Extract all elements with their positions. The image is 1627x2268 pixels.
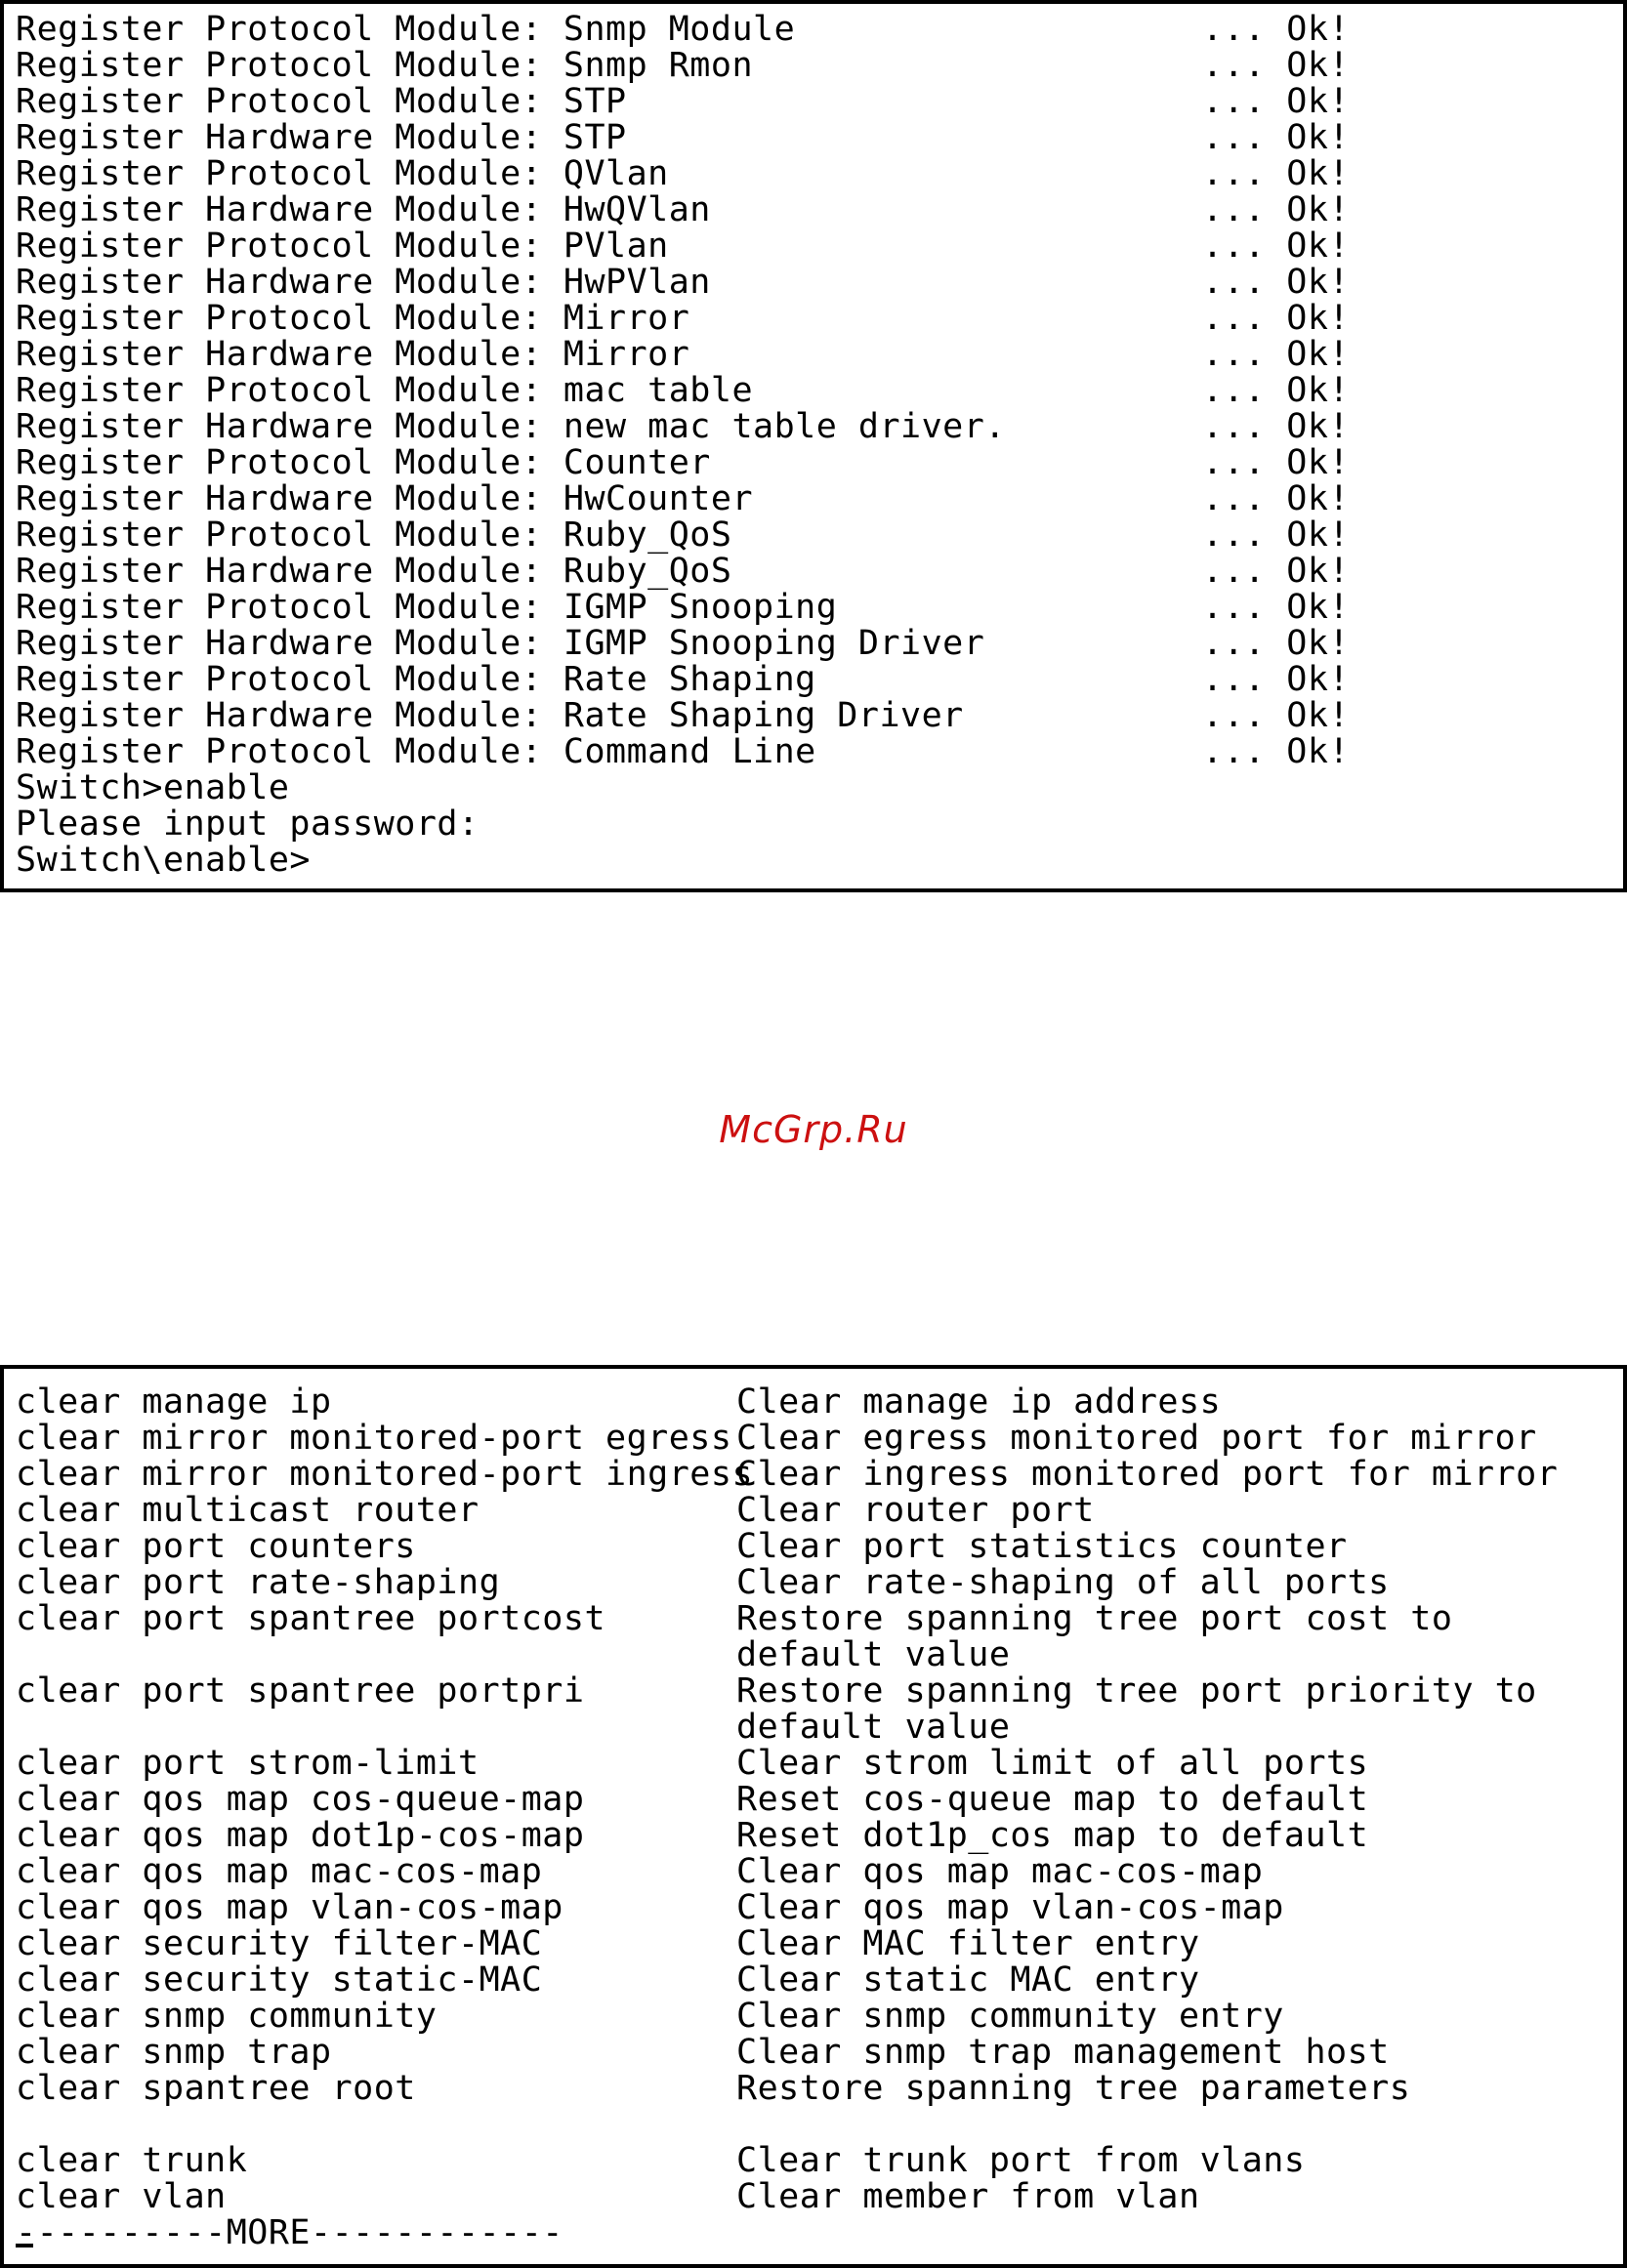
command-help-row [16, 1926, 1623, 1962]
module-registration-text: Register Hardware Module: HwCounter [16, 479, 754, 518]
command-help-row [16, 1637, 1623, 1673]
module-registration-text: Register Protocol Module: Ruby_QoS [16, 515, 732, 555]
command-help-row [16, 1818, 1623, 1854]
command-help-row [16, 2179, 1623, 2215]
module-registration-text: Register Protocol Module: QVlan [16, 154, 669, 193]
registration-status: ... Ok! [1202, 588, 1351, 627]
module-registration-text: Register Protocol Module: Snmp Rmon [16, 46, 754, 85]
module-registration-text: Register Protocol Module: STP [16, 82, 627, 121]
boot-log-line [16, 409, 1623, 445]
boot-log-line [16, 156, 1623, 192]
command-name: clear multicast router [16, 1491, 480, 1530]
module-registration-text: Register Hardware Module: IGMP Snooping Driver [16, 624, 985, 663]
command-help-row [16, 1601, 1623, 1637]
command-description: Clear qos map mac-cos-map [736, 1852, 1264, 1891]
command-name: clear qos map mac-cos-map [16, 1852, 543, 1891]
command-help-row [16, 2107, 1623, 2143]
command-description: Clear trunk port from vlans [736, 2141, 1306, 2180]
boot-log-line [16, 734, 1623, 770]
boot-log-line [16, 373, 1623, 409]
command-description: default value [736, 1708, 1011, 1747]
module-registration-text: Register Hardware Module: Ruby_QoS [16, 552, 732, 591]
command-name: clear security filter-MAC [16, 1924, 543, 1963]
module-registration-text: Register Protocol Module: mac table [16, 371, 754, 410]
command-description: Clear port statistics counter [736, 1527, 1348, 1566]
command-description: Clear snmp community entry [736, 1997, 1284, 2036]
command-name: clear port spantree portcost [16, 1599, 606, 1638]
command-name: clear port rate-shaping [16, 1563, 501, 1602]
boot-log-line [16, 590, 1623, 626]
command-name: clear vlan [16, 2177, 227, 2216]
module-registration-text: Register Hardware Module: Mirror [16, 335, 690, 374]
registration-status: ... Ok! [1202, 299, 1351, 338]
command-description: Clear qos map vlan-cos-map [736, 1888, 1284, 1927]
password-prompt: Please input password: [16, 804, 480, 844]
enable-prompt[interactable]: Switch\enable> [16, 841, 312, 880]
command-description: Clear static MAC entry [736, 1960, 1200, 2000]
boot-log-line [16, 626, 1623, 662]
module-registration-text: Register Hardware Module: STP [16, 118, 627, 157]
module-registration-text: Register Protocol Module: Snmp Module [16, 10, 796, 49]
command-description: Clear manage ip address [736, 1382, 1222, 1422]
boot-terminal-window[interactable] [0, 0, 1627, 892]
registration-status: ... Ok! [1202, 154, 1351, 193]
registration-status: ... Ok! [1202, 263, 1351, 302]
boot-log-line [16, 662, 1623, 698]
command-description: Reset cos-queue map to default [736, 1780, 1369, 1819]
module-registration-text: Register Protocol Module: Rate Shaping [16, 660, 816, 699]
command-help-row [16, 1457, 1623, 1493]
boot-log-line [16, 265, 1623, 301]
command-help-list [16, 1384, 1623, 2215]
boot-log-line [16, 48, 1623, 84]
registration-status: ... Ok! [1202, 118, 1351, 157]
command-name: clear security static-MAC [16, 1960, 543, 2000]
module-registration-text: Register Hardware Module: new mac table driver. [16, 407, 1006, 446]
command-help-row [16, 1710, 1623, 1746]
command-name: clear port strom-limit [16, 1744, 480, 1783]
command-name: clear qos map dot1p-cos-map [16, 1816, 585, 1855]
command-name: clear trunk [16, 2141, 248, 2180]
command-description: Clear ingress monitored port for mirror [736, 1455, 1559, 1494]
registration-status: ... Ok! [1202, 227, 1351, 266]
command-help-row [16, 1529, 1623, 1565]
command-name: clear snmp community [16, 1997, 438, 2036]
command-name: clear port spantree portpri [16, 1671, 585, 1711]
command-help-row [16, 2035, 1623, 2071]
command-name: clear qos map cos-queue-map [16, 1780, 585, 1819]
command-name: clear mirror monitored-port egress [16, 1419, 732, 1458]
watermark: McGrp.Ru [719, 1108, 908, 1151]
command-help-row [16, 1565, 1623, 1601]
command-description: Clear strom limit of all ports [736, 1744, 1369, 1783]
registration-status: ... Ok! [1202, 660, 1351, 699]
boot-log-line [16, 12, 1623, 48]
command-name: clear manage ip [16, 1382, 332, 1422]
registration-status: ... Ok! [1202, 479, 1351, 518]
module-registration-text: Register Protocol Module: Counter [16, 443, 711, 482]
module-registration-text: Register Protocol Module: PVlan [16, 227, 669, 266]
command-help-row [16, 1854, 1623, 1890]
command-help-row [16, 1890, 1623, 1926]
boot-log-line [16, 192, 1623, 228]
command-description: Reset dot1p_cos map to default [736, 1816, 1369, 1855]
command-help-row [16, 2143, 1623, 2179]
module-registration-text: Register Protocol Module: Mirror [16, 299, 690, 338]
command-description: Restore spanning tree port cost to [736, 1599, 1453, 1638]
prompt-line-enable: Switch>enable [16, 768, 290, 807]
command-description: Clear snmp trap management host [736, 2033, 1390, 2072]
command-description: Restore spanning tree parameters [736, 2069, 1411, 2108]
module-registration-text: Register Hardware Module: HwPVlan [16, 263, 711, 302]
command-help-row [16, 1493, 1623, 1529]
command-name: clear mirror monitored-port ingress [16, 1455, 754, 1494]
command-help-row [16, 1384, 1623, 1421]
boot-log-line [16, 554, 1623, 590]
registration-status: ... Ok! [1202, 552, 1351, 591]
command-help-row [16, 1962, 1623, 1999]
registration-status: ... Ok! [1202, 190, 1351, 229]
command-description: Restore spanning tree port priority to [736, 1671, 1537, 1711]
boot-log-line [16, 517, 1623, 554]
boot-log-line [16, 698, 1623, 734]
help-terminal-window[interactable] [0, 1365, 1627, 2268]
registration-status: ... Ok! [1202, 371, 1351, 410]
module-registration-text: Register Hardware Module: Rate Shaping Driver [16, 696, 964, 735]
command-description: Clear MAC filter entry [736, 1924, 1200, 1963]
boot-log [16, 12, 1623, 770]
module-registration-text: Register Hardware Module: HwQVlan [16, 190, 711, 229]
registration-status: ... Ok! [1202, 335, 1351, 374]
registration-status: ... Ok! [1202, 696, 1351, 735]
command-help-row [16, 1673, 1623, 1710]
command-name: clear port counters [16, 1527, 416, 1566]
boot-log-line [16, 481, 1623, 517]
boot-log-line [16, 84, 1623, 120]
registration-status: ... Ok! [1202, 82, 1351, 121]
command-description: default value [736, 1635, 1011, 1674]
command-name: clear snmp trap [16, 2033, 332, 2072]
command-help-row [16, 1746, 1623, 1782]
command-help-row [16, 2071, 1623, 2107]
command-name: clear qos map vlan-cos-map [16, 1888, 563, 1927]
registration-status: ... Ok! [1202, 732, 1351, 771]
command-description: Clear router port [736, 1491, 1095, 1530]
command-name: clear spantree root [16, 2069, 416, 2108]
registration-status: ... Ok! [1202, 46, 1351, 85]
registration-status: ... Ok! [1202, 443, 1351, 482]
registration-status: ... Ok! [1202, 407, 1351, 446]
command-help-row [16, 1421, 1623, 1457]
boot-log-line [16, 337, 1623, 373]
boot-log-line [16, 228, 1623, 265]
registration-status: ... Ok! [1202, 624, 1351, 663]
registration-status: ... Ok! [1202, 515, 1351, 555]
boot-log-line [16, 120, 1623, 156]
command-description: Clear member from vlan [736, 2177, 1200, 2216]
registration-status: ... Ok! [1202, 10, 1351, 49]
command-help-row [16, 1782, 1623, 1818]
boot-log-line [16, 301, 1623, 337]
module-registration-text: Register Protocol Module: Command Line [16, 732, 816, 771]
command-description: Clear egress monitored port for mirror [736, 1419, 1537, 1458]
command-help-row [16, 1999, 1623, 2035]
more-prompt[interactable]: ----------MORE------------ [16, 2213, 563, 2252]
boot-log-line [16, 445, 1623, 481]
module-registration-text: Register Protocol Module: IGMP Snooping [16, 588, 838, 627]
command-description: Clear rate-shaping of all ports [736, 1563, 1390, 1602]
